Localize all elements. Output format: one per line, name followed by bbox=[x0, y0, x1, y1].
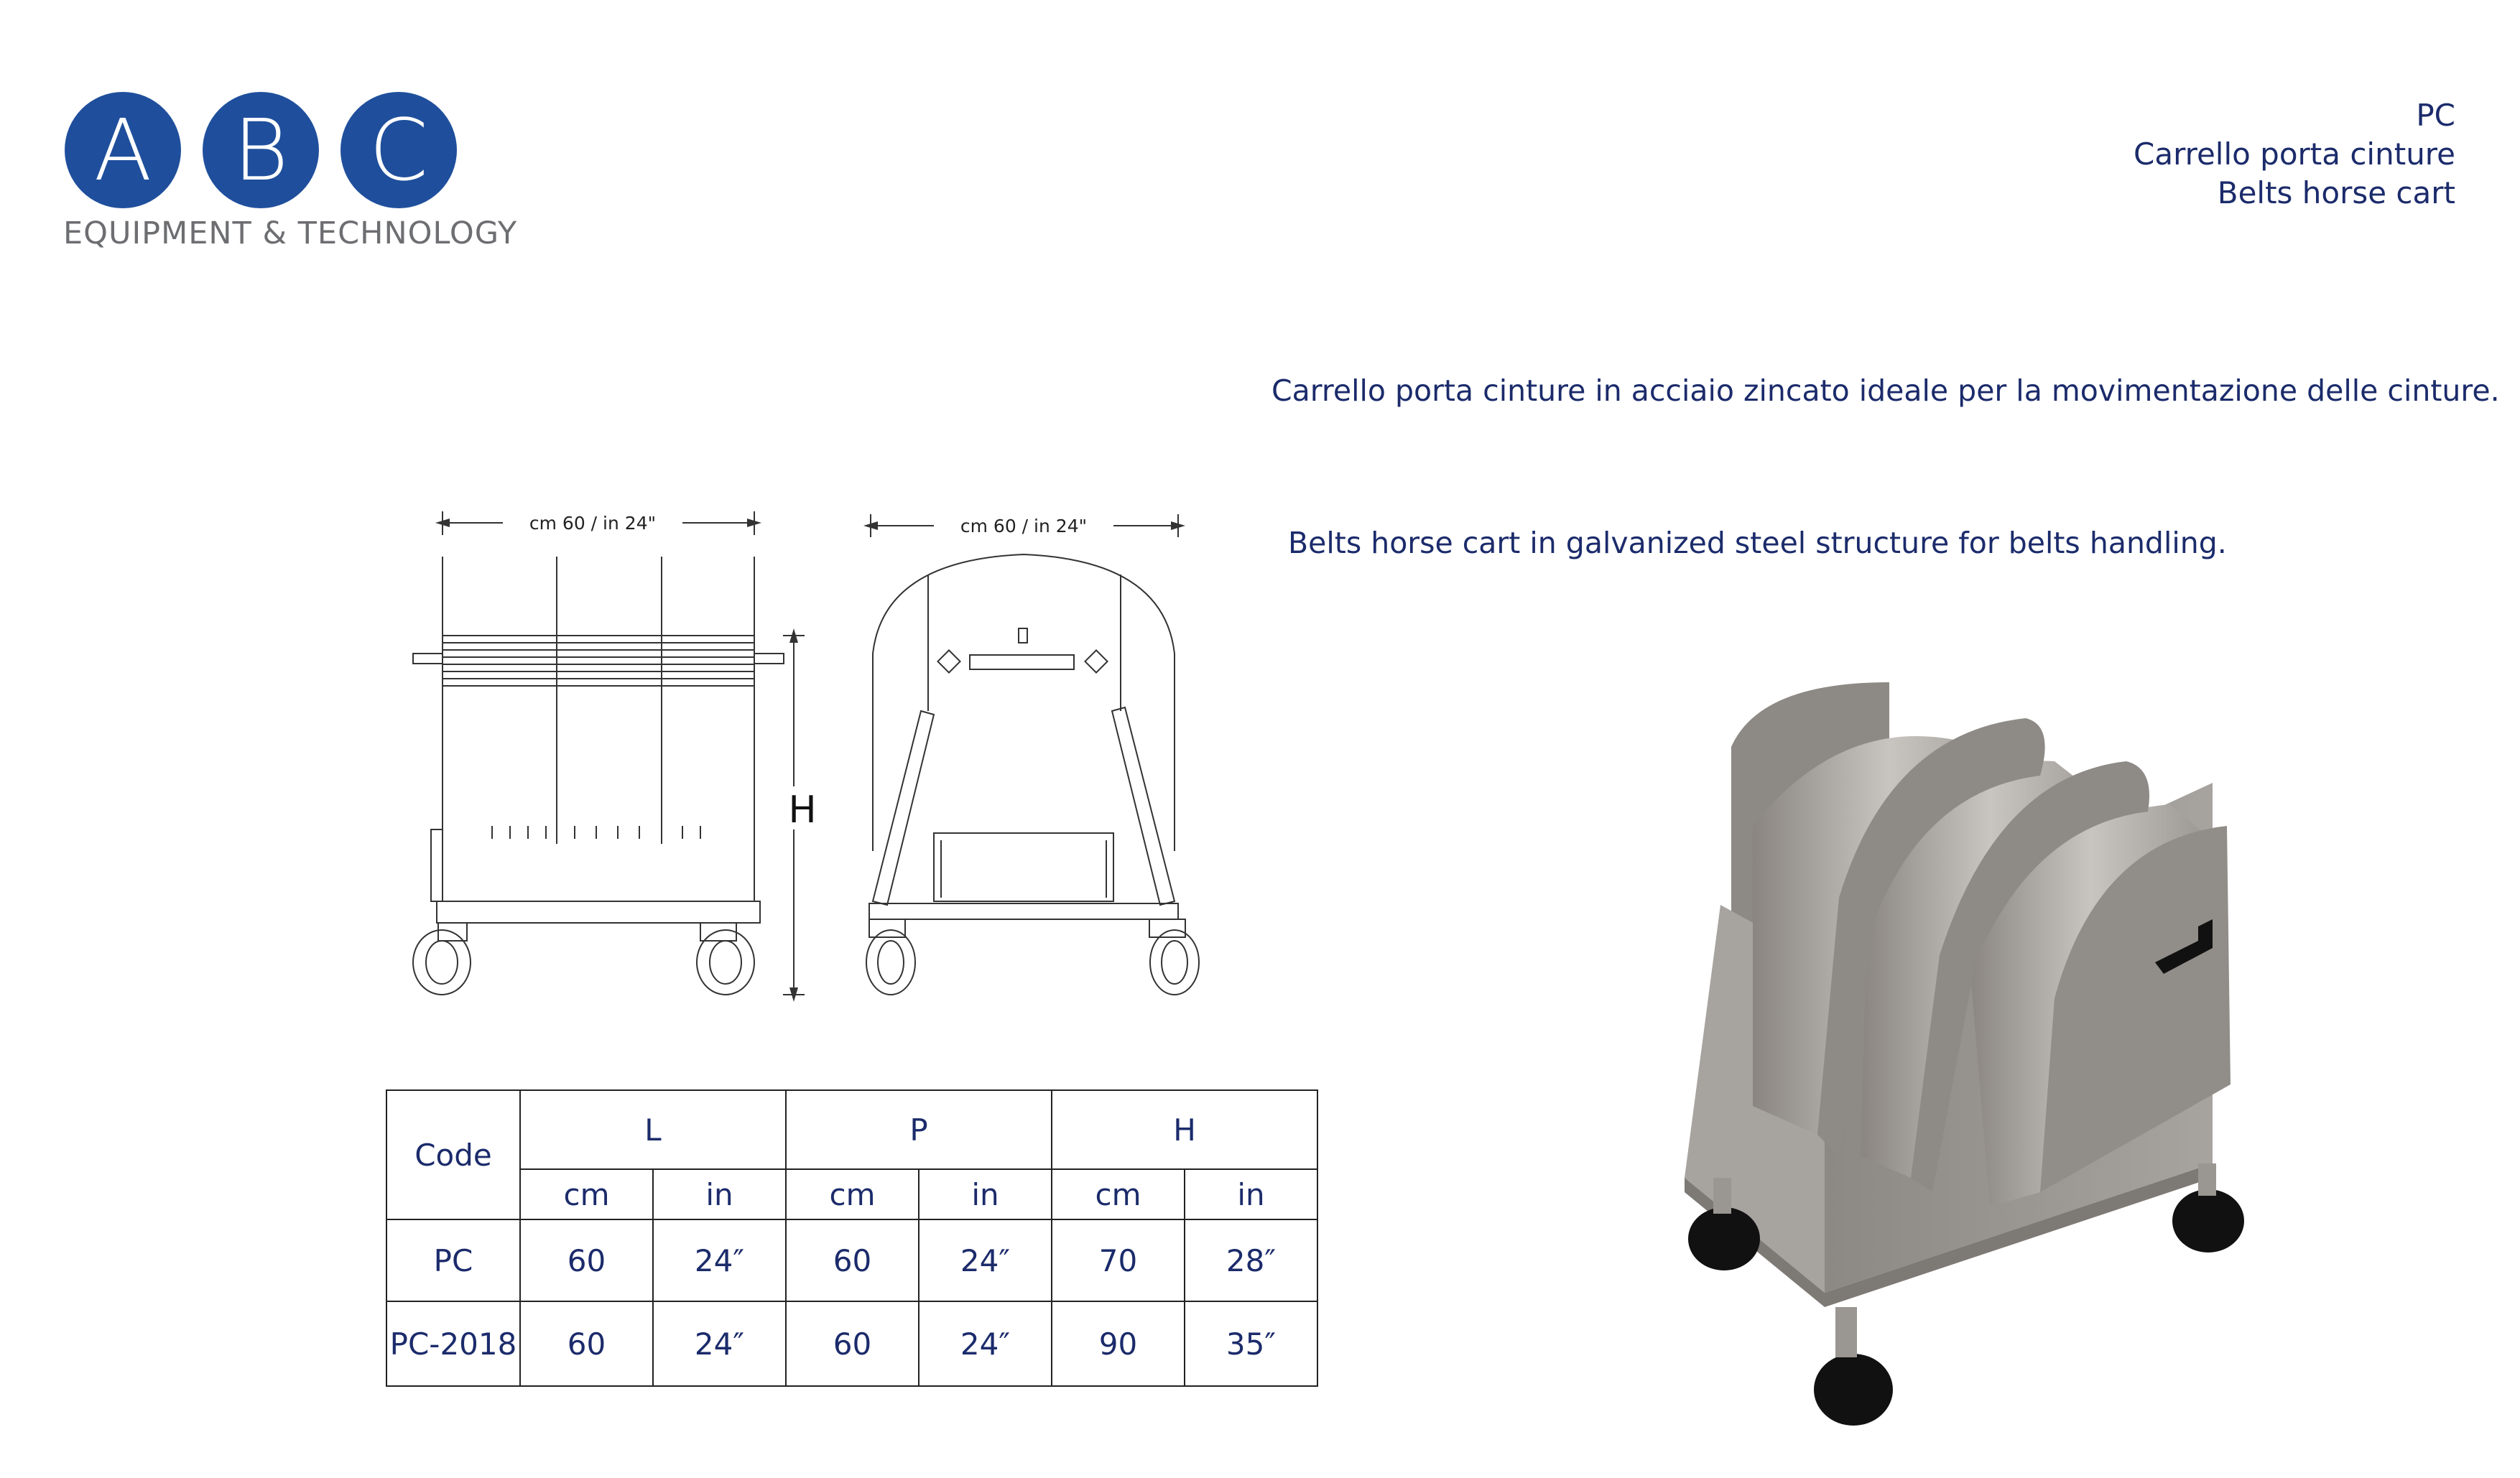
table-cell: 60 bbox=[520, 1301, 653, 1386]
technical-drawing bbox=[0, 0, 1257, 1020]
side-width-label: cm 60 / in 24" bbox=[960, 516, 1088, 536]
row-code: PC-2018 bbox=[386, 1301, 520, 1386]
unit-header: in bbox=[1185, 1169, 1317, 1219]
table-cell: 24″ bbox=[919, 1219, 1052, 1301]
front-width-label: cm 60 / in 24" bbox=[529, 513, 657, 534]
table-row bbox=[386, 1219, 1317, 1301]
logo-letter-a: A bbox=[65, 92, 181, 208]
group-header-p: P bbox=[786, 1090, 1052, 1169]
logo-tagline: EQUIPMENT & TECHNOLOGY bbox=[63, 215, 518, 251]
table-cell: 35″ bbox=[1185, 1301, 1317, 1386]
cart-render-image bbox=[1652, 661, 2299, 1436]
unit-header: cm bbox=[1052, 1169, 1185, 1219]
product-name-it: Carrello porta cinture bbox=[2134, 136, 2455, 172]
unit-header: in bbox=[919, 1169, 1052, 1219]
row-code: PC bbox=[386, 1219, 520, 1301]
table-cell: 70 bbox=[1052, 1219, 1185, 1301]
unit-header: in bbox=[653, 1169, 786, 1219]
height-label: H bbox=[788, 789, 817, 832]
table-cell: 24″ bbox=[653, 1219, 786, 1301]
table-cell: 90 bbox=[1052, 1301, 1185, 1386]
code-header: Code bbox=[386, 1090, 520, 1219]
group-header-l: L bbox=[520, 1090, 786, 1169]
product-name-en: Belts horse cart bbox=[2217, 175, 2455, 210]
unit-header: cm bbox=[520, 1169, 653, 1219]
dimensions-table bbox=[386, 1089, 1318, 1387]
table-cell: 28″ bbox=[1185, 1219, 1317, 1301]
table-cell: 60 bbox=[786, 1301, 919, 1386]
table-cell: 60 bbox=[786, 1219, 919, 1301]
table-cell: 24″ bbox=[653, 1301, 786, 1386]
product-code: PC bbox=[2416, 98, 2455, 133]
description-en: Belts horse cart in galvanized steel structure for belts handling. bbox=[1288, 526, 2227, 560]
description-it: Carrello porta cinture in acciaio zincato ideale per la movimentazione delle cinture. bbox=[1271, 373, 2500, 408]
logo-letter-b: B bbox=[203, 92, 319, 208]
table-cell: 24″ bbox=[919, 1301, 1052, 1386]
logo-letter-c: C bbox=[341, 92, 457, 208]
table-cell: 60 bbox=[520, 1219, 653, 1301]
table-row bbox=[386, 1301, 1317, 1386]
group-header-h: H bbox=[1052, 1090, 1317, 1169]
unit-header: cm bbox=[786, 1169, 919, 1219]
